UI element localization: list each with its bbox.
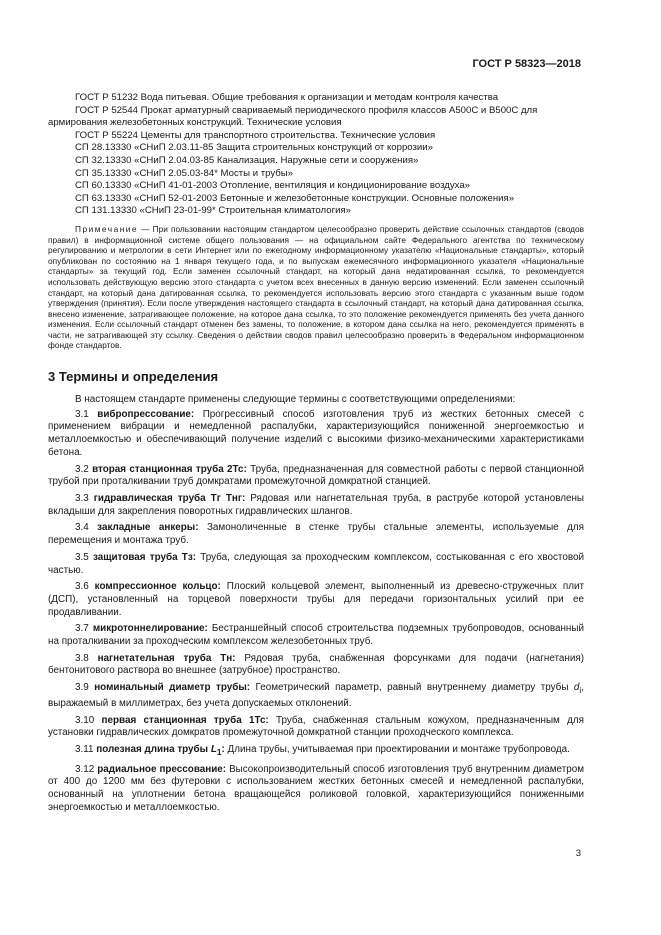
term-text: Труба, следующая за проходческим комплексом, состыкованная с его хвостовой частью. (48, 551, 584, 576)
reference-item: СП 60.13330 «СНиП 41-01-2003 Отопление, вентиляция и кондиционирование воздуха» (75, 180, 471, 192)
term-definition (48, 409, 584, 460)
term-text: Геометрический параметр, равный внутреннему диаметру трубы (255, 682, 574, 694)
term-number: 3.7 (75, 623, 89, 635)
term-definition (48, 581, 584, 619)
term-definition (48, 522, 584, 547)
term-text: Труба, предназначенная для совместной работы с первой станционной трубой при проталкивании труб домкратами промежуточной домкратной станцией. (48, 463, 585, 488)
term-number: 3.11 (75, 743, 94, 755)
term-definition (48, 682, 584, 710)
length-symbol: L (210, 743, 217, 755)
term-number: 3.9 (75, 682, 89, 694)
term-number: 3.5 (75, 551, 89, 563)
term-name: номинальный диаметр трубы: (94, 682, 251, 694)
term-name: вибропрессование: (97, 408, 195, 420)
term-name: защитовая труба Тз: (92, 551, 197, 563)
term-name: радиальное прессование: (97, 763, 227, 775)
page-content (48, 92, 584, 818)
note-prefix: Примечание (75, 223, 139, 234)
term-text: Рядовая или нагнетательная труба, в раструбе которой установлены вкладыши для закрепления поворотных гидравлических шлангов. (48, 492, 585, 517)
term-text: Рядовая труба, снабженная форсунками для подачи (нагнетания) бентонитового раствора во внешнее (затрубное) пространство. (48, 652, 584, 677)
reference-item: СП 63.13330 «СНиП 52-01-2003 Бетонные и железобетонные конструкции. Основные положения» (75, 192, 515, 204)
term-definition (48, 764, 584, 815)
term-number: 3.10 (75, 714, 95, 726)
term-name: полезная длина трубы (96, 743, 209, 755)
term-number: 3.6 (75, 581, 89, 593)
term-name: гидравлическая труба Тг Тнг: (93, 492, 246, 504)
term-number: 3.1 (75, 408, 89, 420)
term-number: 3.4 (75, 522, 89, 534)
term-name: первая станционная труба 1Тс: (101, 714, 269, 726)
reference-item: СП 35.13330 «СНиП 2.05.03-84* Мосты и трубы» (75, 167, 294, 179)
reference-item: ГОСТ Р 55224 Цементы для транспортного строительства. Технические условия (75, 129, 436, 141)
term-name: закладные анкеры: (97, 522, 199, 534)
section-intro: В настоящем стандарте применены следующие термины с соответствующими определениями: (75, 394, 516, 406)
reference-item: ГОСТ Р 52544 Прокат арматурный свариваемый периодического профиля классов А500С и В500С для армирования железобетонных конструкций. Технические условия (48, 104, 538, 129)
section-title: 3 Термины и определения (48, 369, 219, 385)
term-definition (48, 552, 584, 577)
term-text: Прогрессивный способ изготовления труб из жестких бетонных смесей с применением вибрации и немедленной распалубки, характеризующийся пониженной энергоемкостью и металлоемкостью и обеспечивающий получение изделий с высокими физико-механическими характеристиками бетона. (48, 408, 584, 458)
reference-item: СП 131.13330 «СНиП 23-01-99* Строительная климатология» (75, 205, 351, 217)
term-definition (48, 493, 584, 518)
term-definition (48, 653, 584, 678)
term-text: Высокопроизводительный способ изготовления труб внутренним диаметром от 400 до 1200 мм без футеровки с использованием жестких бетонных смесей и немедленной распалубки, основанный на уплотнении бетона вращающейся роликовой головкой, характеризующийся пониженными энергоемкостью и металлоемкостью. (48, 763, 584, 813)
term-definition (48, 464, 584, 489)
length-subscript: 1 (216, 747, 222, 757)
diameter-subscript: i (579, 686, 582, 696)
page-number: 3 (575, 848, 581, 859)
term-definition (48, 623, 584, 648)
term-text: Бестраншейный способ строительства подземных трубопроводов, основанный на проталкивании за проходческим комплексом железобетонных труб. (48, 623, 584, 648)
term-text: Длина трубы, учитываемая при проектировании и монтаже трубопровода. (227, 743, 570, 755)
term-colon: : (221, 743, 225, 755)
note-paragraph (48, 224, 584, 351)
term-text: Замоноличенные в стенке трубы стальные элементы, используемые для перемещения и монтажа труб. (48, 522, 584, 547)
reference-item: СП 28.13330 «СНиП 2.03.11-85 Защита строительных конструкций от коррозии» (75, 142, 433, 154)
term-definition (48, 715, 584, 740)
term-text: Труба, снабженная стальным кожухом, предназначенным для установки гидравлических домкратов промежуточной домкратной станции проходческого комплекса. (48, 714, 584, 739)
reference-item: СП 32.13330 «СНиП 2.04.03-85 Канализация. Наружные сети и сооружения» (75, 154, 419, 166)
term-number: 3.3 (75, 492, 89, 504)
term-text: , выражаемый в миллиметрах, без учета допускаемых отклонений. (48, 682, 584, 709)
term-definition (48, 744, 584, 760)
term-text: Плоский кольцевой элемент, выполненный из древесно-стружечных плит (ДСП), установленный на торцевой поверхности трубы для передачи горизонтальных усилий при ее продавливании. (48, 581, 584, 618)
references-list (48, 92, 584, 218)
term-name: компрессионное кольцо: (94, 581, 221, 593)
term-name: нагнетательная труба Тн: (97, 652, 236, 664)
diameter-symbol: d (573, 682, 580, 694)
note-text: — При пользовании настоящим стандартом целесообразно проверить действие ссылочных стандартов (сводов правил) в информационной системе общего пользования — на официальном сайте Федерального агентства по техническому регулированию и метрологии в сети Интернет или по ежегодному информационному указателю «Национальные стандарты», который опубликован по состоянию на 1 января текущего года, и по выпускам ежемесячного информационного указателя «Национальные стандарты» за текущий год. Если заменен ссылочный стандарт, на который дана недатированная ссылка, то рекомендуется использовать действующую версию этого стандарта с учетом всех внесенных в данную версию изменений. Если заменен ссылочный стандарт, на который дана датированная ссылка, то рекомендуется использовать версию этого стандарта с указанным выше годом утверждения (принятия). Если после утверждения настоящего стандарта в ссылочный стандарт, на который дана датированная ссылка, внесено изменение, затрагивающее положение, на которое дана ссылка, то это положение рекомендуется применять без учета данного изменения. Если ссылочный стандарт отменен без замены, то положение, в котором дана ссылка на него, рекомендуется применять в части, не затрагивающей эту ссылку. Сведения о действии сводов правил целесообразно проверить в Федеральном информационном фонде стандартов. (48, 223, 584, 351)
term-name: вторая станционная труба 2Тс: (92, 463, 247, 475)
reference-item: ГОСТ Р 51232 Вода питьевая. Общие требования к организации и методам контроля качества (75, 92, 499, 103)
term-name: микротоннелирование: (92, 623, 208, 635)
term-number: 3.2 (75, 463, 89, 475)
term-number: 3.8 (75, 652, 89, 664)
document-number: ГОСТ Р 58323—2018 (472, 58, 581, 70)
term-number: 3.12 (75, 763, 95, 775)
